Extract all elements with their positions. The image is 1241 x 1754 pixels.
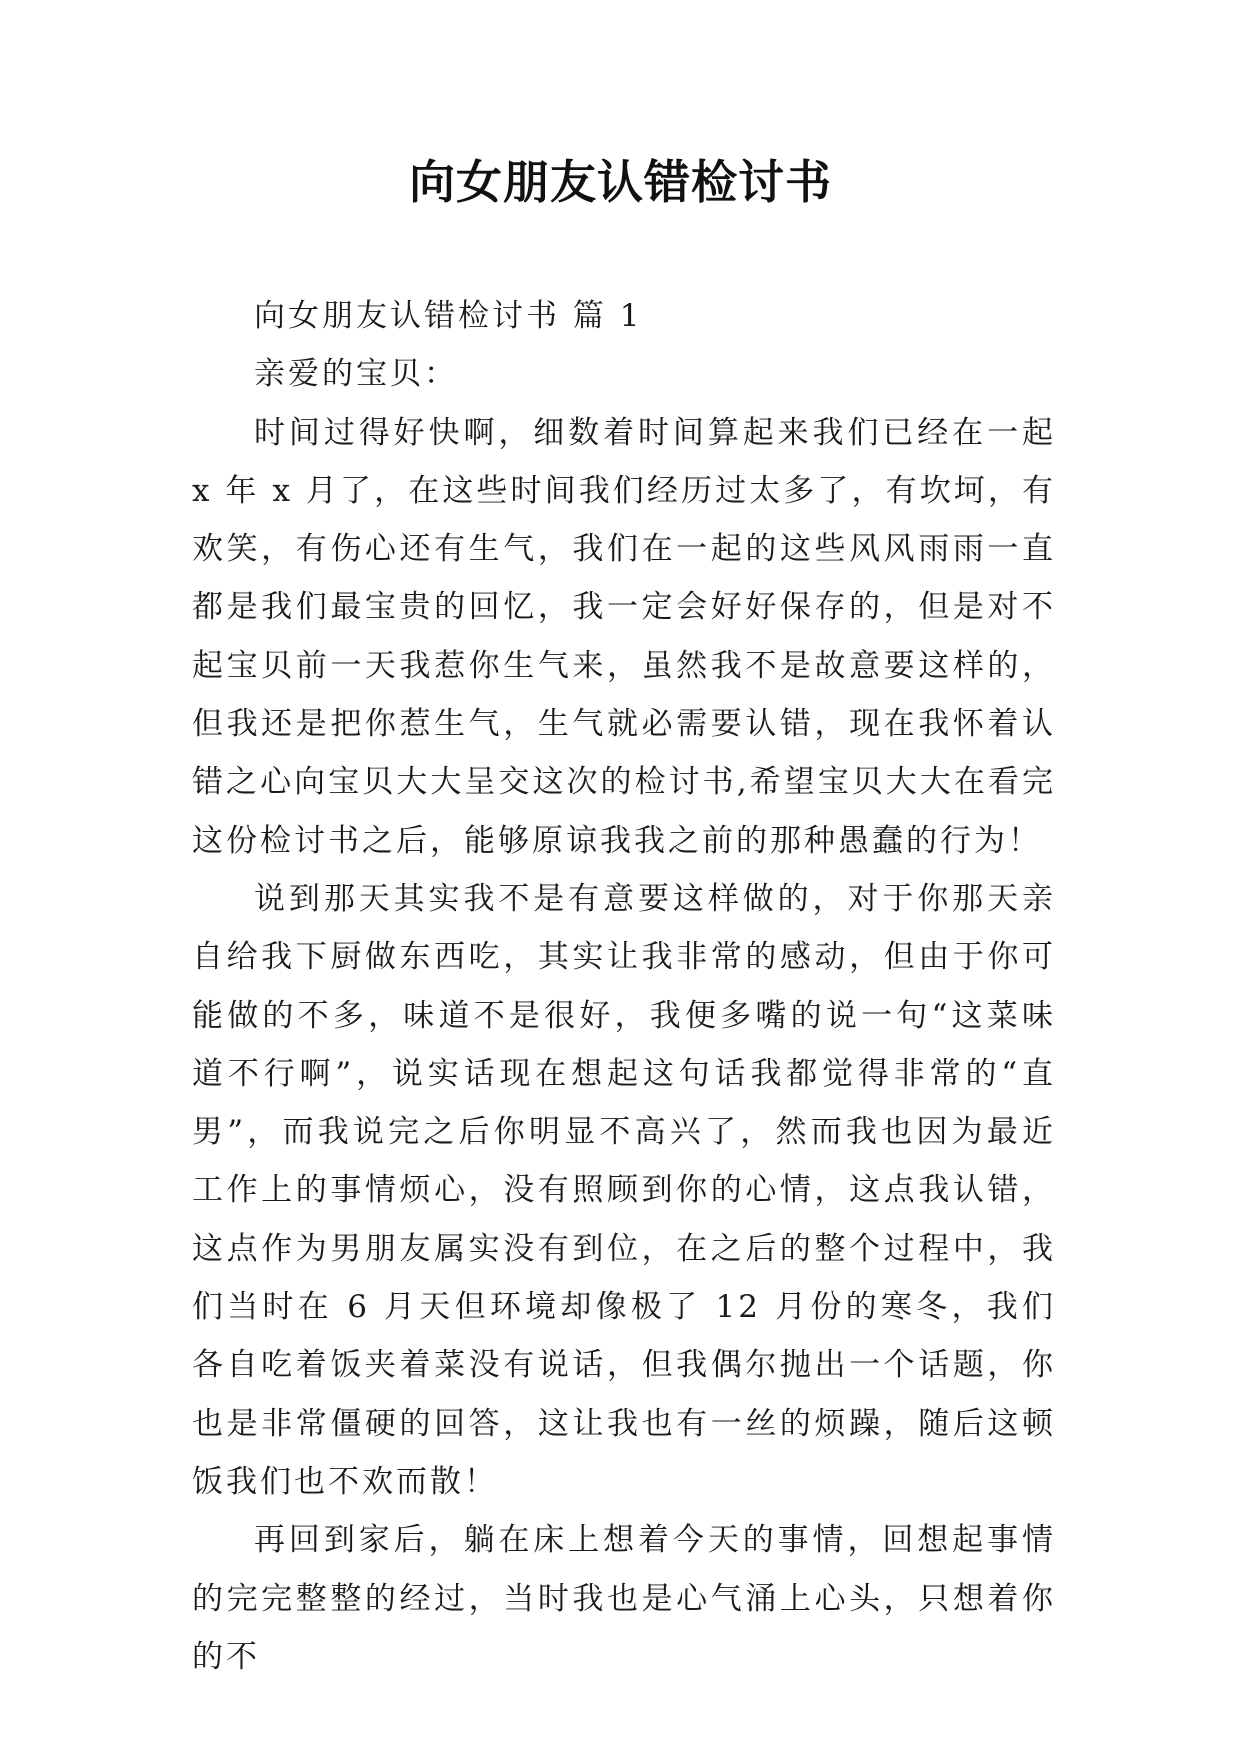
paragraph: 再回到家后，躺在床上想着今天的事情，回想起事情的完完整整的经过，当时我也是心气涌上心头，只想着你的不 [192, 1522, 1056, 1675]
document-body [192, 287, 1056, 1686]
section-heading: 向女朋友认错检讨书 篇 1 [254, 298, 643, 334]
salutation: 亲爱的宝贝： [254, 356, 458, 393]
paragraph: 时间过得好快啊，细数着时间算起来我们已经在一起 x 年 x 月了，在这些时间我们经历过太多了，有坎坷，有欢笑，有伤心还有生气，我们在一起的这些风风雨雨一直都是我们最宝贵的回忆，我一定会好好保存的，但是对不起宝贝前一天我惹你生气来，虽然我不是故意要这样的，但我还是把你惹生气，生气就必需要认错，现在我怀着认错之心向宝贝大大呈交这次的检讨书,希望宝贝大大在看完这份检讨书之后，能够原谅我我之前的那种愚蠢的行为！ [192, 414, 1056, 859]
document-title: 向女朋友认错检讨书 [409, 155, 832, 209]
paragraph: 说到那天其实我不是有意要这样做的，对于你那天亲自给我下厨做东西吃，其实让我非常的感动，但由于你可能做的不多，味道不是很好，我便多嘴的说一句“这菜味道不行啊”，说实话现在想起这句话我都觉得非常的“直男”，而我说完之后你明显不高兴了，然而我也因为最近工作上的事情烦心，没有照顾到你的心情，这点我认错，这点作为男朋友属实没有到位，在之后的整个过程中，我们当时在 6 月天但环境却像极了 12 月份的寒冬，我们各自吃着饭夹着菜没有说话，但我偶尔抛出一个话题，你也是非常僵硬的回答，这让我也有一丝的烦躁，随后这顿饭我们也不欢而散！ [192, 880, 1056, 1500]
